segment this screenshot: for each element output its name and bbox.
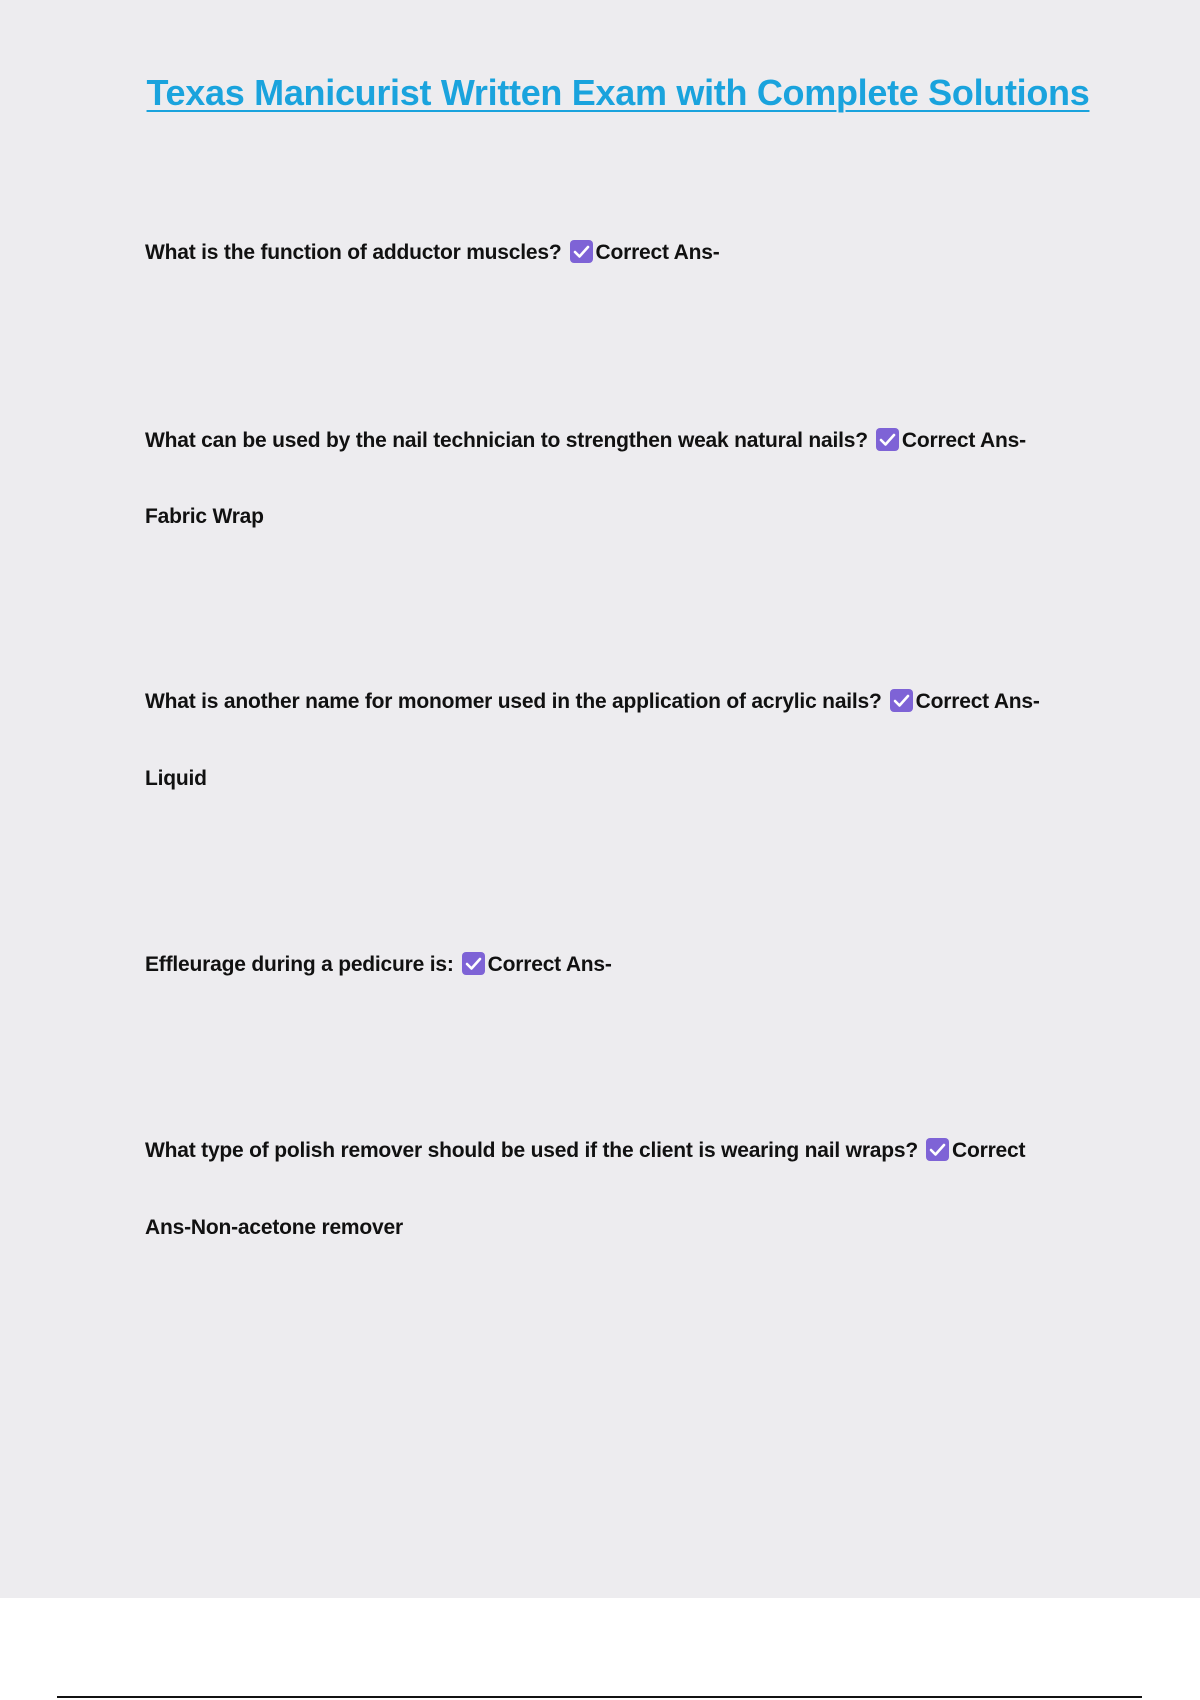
answer-label: Correct Ans-: [915, 690, 1040, 713]
document-title: Texas Manicurist Written Exam with Complete Solutions: [146, 72, 1090, 113]
question-4: [145, 952, 612, 977]
question-text: Effleurage during a pedicure is:: [145, 953, 454, 976]
question-text: What can be used by the nail technician to strengthen weak natural nails?: [145, 429, 868, 452]
answer-text-5: Ans-Non-acetone remover: [145, 1216, 403, 1239]
answer-label: Correct: [952, 1139, 1026, 1162]
answer-label: Correct Ans-: [595, 241, 720, 264]
question-5: [145, 1138, 1025, 1163]
question-text: What type of polish remover should be used if the client is wearing nail wraps?: [145, 1139, 919, 1162]
question-1: [145, 240, 720, 265]
checked-checkbox-icon: [570, 240, 593, 263]
checked-checkbox-icon: [890, 689, 913, 712]
checked-checkbox-icon: [462, 952, 485, 975]
checked-checkbox-icon: [926, 1138, 949, 1161]
question-text: What is the function of adductor muscles?: [145, 241, 562, 264]
answer-text-2: Fabric Wrap: [145, 505, 264, 528]
question-3: [145, 689, 1040, 714]
question-text: What is another name for monomer used in the application of acrylic nails?: [145, 690, 882, 713]
answer-label: Correct Ans-: [901, 429, 1026, 452]
answer-text-3: Liquid: [145, 767, 207, 790]
answer-label: Correct Ans-: [487, 953, 612, 976]
checked-checkbox-icon: [876, 428, 899, 451]
footer-divider: [57, 1696, 1142, 1698]
question-2: [145, 428, 1026, 453]
